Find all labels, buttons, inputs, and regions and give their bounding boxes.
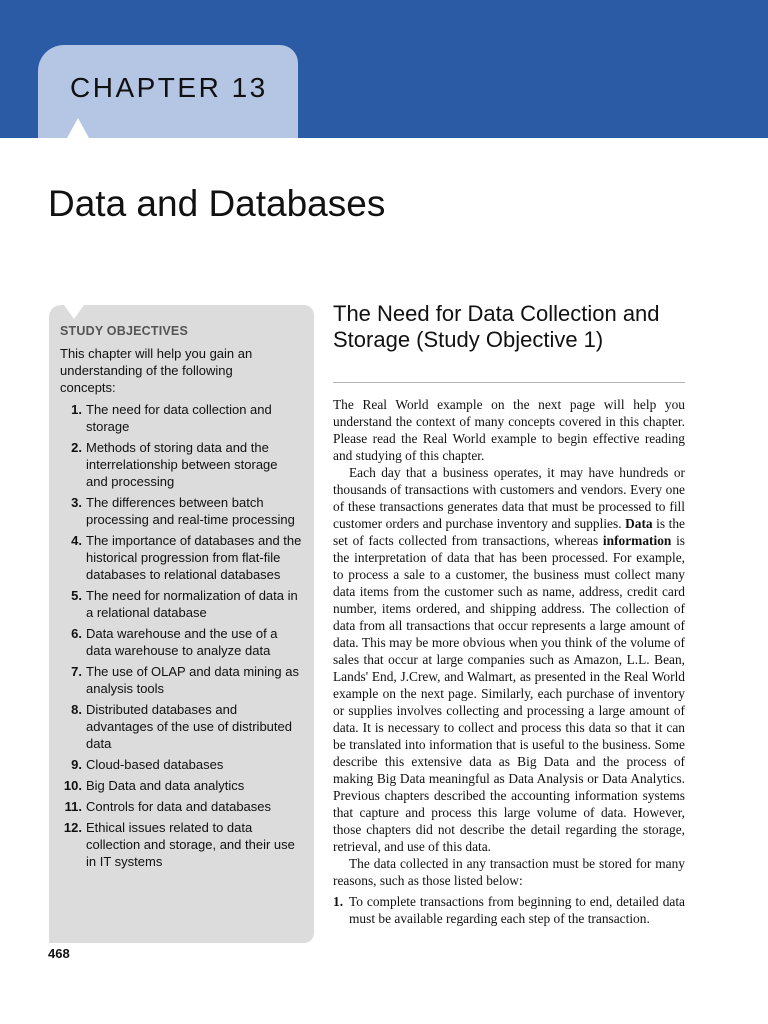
body-text: is the set of facts collected from transactions, whereas xyxy=(333,516,685,548)
reason-number: 1. xyxy=(333,894,344,909)
study-objectives-intro: This chapter will help you gain an understanding of the following concepts: xyxy=(60,346,253,395)
body-text: is the interpretation of data that has been processed. For example, to process a sale to a customer, the business must collect many data items from the customer such as name, address, credit card number, items ordered, and shipping address. The collection of data from all transactions that occur represents a large amount of data. This may be more obvious when you think of the volume of sales that occur at large companies such as Amazon, L.L. Bean, Lands' End, J.Crew, and Walmart, as presented in the Real World example on the next page. Similarly, each purchase of inventory or supplies involves collecting and processing a large amount of data. It is necessary to collect and process this data so that it can be translated into information that is useful to the business. Some describe this extensive data as Big Data and the process of making Big Data meaningful as Data Analysis or Data Analytics. Previous chapters described the accounting information systems that capture and process this large volume of data. However, those chapters did not describe the detail regarding the storage, retrieval, and use of this data. xyxy=(333,533,685,854)
objective-item xyxy=(50,401,310,435)
objective-number: 4. xyxy=(71,533,82,548)
key-term-data: Data xyxy=(625,516,653,531)
objective-item xyxy=(50,798,310,815)
objective-text: The need for normalization of data in a relational database xyxy=(86,588,298,620)
body-text: Each day that a business operates, it may have hundreds or thousands of transactions with customers and vendors. Every one of these transactions generates data that must be processed to fill customer orders and purchase inventory and supplies. xyxy=(333,465,685,531)
reason-item xyxy=(333,893,685,927)
objective-text: Distributed databases and advantages of the use of distributed data xyxy=(86,702,292,751)
objective-text: The use of OLAP and data mining as analysis tools xyxy=(86,664,299,696)
objective-number: 7. xyxy=(71,664,82,679)
objective-item xyxy=(50,494,310,528)
objective-number: 10. xyxy=(63,778,82,793)
objective-item xyxy=(50,587,310,621)
objective-item xyxy=(50,439,310,490)
objective-text: Ethical issues related to data collection and storage, and their use in IT systems xyxy=(86,820,295,869)
body-paragraph xyxy=(333,464,685,855)
body-paragraph: The Real World example on the next page will help you understand the context of many concepts covered in this chapter. Please read the Real World example to begin effective reading and studying of this chapter. xyxy=(333,397,685,463)
objective-text: The need for data collection and storage xyxy=(86,402,272,434)
chapter-tab-notch xyxy=(67,118,89,138)
body-paragraph: The data collected in any transaction must be stored for many reasons, such as those listed below: xyxy=(333,856,685,888)
objective-number: 2. xyxy=(71,440,82,455)
key-term-information: information xyxy=(602,533,672,548)
study-objectives-heading: STUDY OBJECTIVES xyxy=(60,324,188,338)
objective-text: Data warehouse and the use of a data warehouse to analyze data xyxy=(86,626,278,658)
section-heading: The Need for Data Collection and Storage (Study Objective 1) xyxy=(333,301,660,352)
objective-item xyxy=(50,756,310,773)
objective-item xyxy=(50,819,310,870)
section-body xyxy=(333,396,685,927)
chapter-title: Data and Databases xyxy=(48,183,386,224)
objective-number: 6. xyxy=(71,626,82,641)
objective-item xyxy=(50,701,310,752)
page-number: 468 xyxy=(48,946,70,961)
objective-number: 12. xyxy=(63,820,82,835)
objective-text: Methods of storing data and the interrelationship between storage and processing xyxy=(86,440,278,489)
objective-text: The differences between batch processing and real-time processing xyxy=(86,495,295,527)
objective-number: 9. xyxy=(71,757,82,772)
objective-number: 1. xyxy=(71,402,82,417)
reason-text: To complete transactions from beginning to end, detailed data must be available regarding each step of the transaction. xyxy=(349,894,685,926)
objective-text: Cloud-based databases xyxy=(86,757,224,772)
objective-number: 8. xyxy=(71,702,82,717)
study-objectives-list xyxy=(50,401,310,874)
objective-item xyxy=(50,777,310,794)
objective-number: 11. xyxy=(64,799,82,814)
chapter-label: CHAPTER 13 xyxy=(70,72,268,103)
study-objectives-notch xyxy=(64,305,84,319)
objective-item xyxy=(50,532,310,583)
objective-text: The importance of databases and the historical progression from flat-file databases to relational databases xyxy=(86,533,302,582)
objective-item xyxy=(50,663,310,697)
objective-number: 3. xyxy=(71,495,82,510)
objective-text: Controls for data and databases xyxy=(86,799,272,814)
objective-item xyxy=(50,625,310,659)
reasons-list xyxy=(333,893,685,927)
objective-text: Big Data and data analytics xyxy=(86,778,245,793)
objective-number: 5. xyxy=(71,588,82,603)
section-divider xyxy=(333,382,685,383)
